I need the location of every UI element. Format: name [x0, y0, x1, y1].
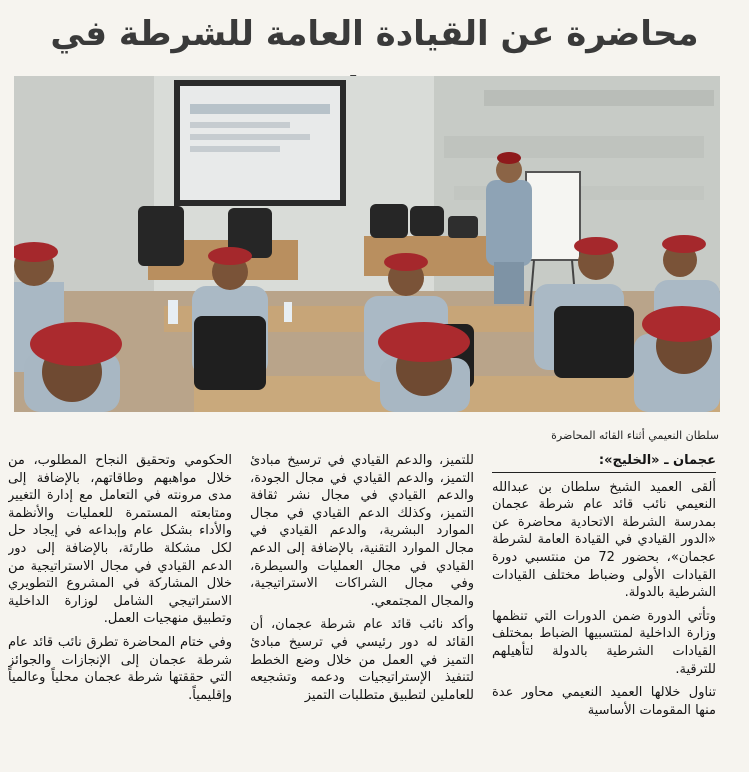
article-column-1: [492, 452, 716, 770]
article-column-2: [250, 452, 474, 770]
paragraph: للتميز، والدعم القيادي في ترسيخ مبادئ التميز، والدعم القيادي في مجال الجودة، والدعم القيادي في مجال نشر ثقافة التميز، وكذلك الدعم القيادي في مجال الموارد البشرية، والدعم القيادي في مجال الموارد التقنية، بالإضافة إلى الدعم القيادي في مجال العمليات والسيطرة، وفي مجال الشراكات الاستراتيجية، والمجال المجتمعي.: [250, 453, 474, 609]
photo-caption: سلطان النعيمي أثناء القائه المحاضرة: [551, 429, 719, 442]
paragraph: الحكومي وتحقيق النجاح المطلوب، من خلال مواهبهم وطاقاتهم، بالإضافة إلى مدى مرونته في التعامل مع إدارة التغيير ومتابعته المستمرة للعمليات والأنظمة والأداء بشكل عام وإبداعه في إيجاد حل لكل مشكلة طارئة، بالإضافة إلى دور الدعم القيادي في مجال الاستراتيجية من خلال المشاركة في المشروع التطويري الاستراتيجي الشامل لوزارة الداخلية وتطبيق منهجيات العمل.: [8, 453, 232, 627]
article-body: [8, 452, 716, 770]
paragraph: وتأتي الدورة ضمن الدورات التي تنظمها وزارة الداخلية لمنتسبيها الضباط بمختلف القيادات الشرطية بالدولة لتأهيلهم للترقية.: [492, 608, 716, 677]
paragraph: ألقى العميد الشيخ سلطان بن عبدالله النعيمي نائب قائد عام شرطة عجمان بمدرسة الشرطة الاتحادية محاضرة عن «الدور القيادي في القيادة العامة لشرطة عجمان»، بحضور 72 من منتسبي دورة القيادات الأولى وضباط مختلف القيادات الشرطية بالدولة.: [492, 479, 716, 601]
paragraph: وفي ختام المحاضرة تطرق نائب قائد عام شرطة عجمان إلى الإنجازات والجوائز التي حققتها شرطة عجمان محلياً وعالمياً وإقليمياً.: [8, 634, 232, 703]
article-column-3: [8, 452, 232, 770]
paragraph: وأكد نائب قائد عام شرطة عجمان، أن القائد له دور رئيسي في ترسيخ مبادئ التميز في العمل من خلال وضع الخطط لتنفيذ الإستراتيجيات ودعمه وتشجيعه للعاملين لتطبيق متطلبات التميز: [250, 617, 474, 703]
article-headline: محاضرة عن القيادة العامة للشرطة في: [50, 14, 699, 54]
article-photo: [14, 76, 720, 412]
dateline: عجمان ـ «الخليج»:: [492, 452, 716, 473]
classroom-photo: [14, 76, 720, 412]
paragraph: تناول خلالها العميد النعيمي محاور عدة منها المقومات الأساسية: [492, 685, 716, 718]
